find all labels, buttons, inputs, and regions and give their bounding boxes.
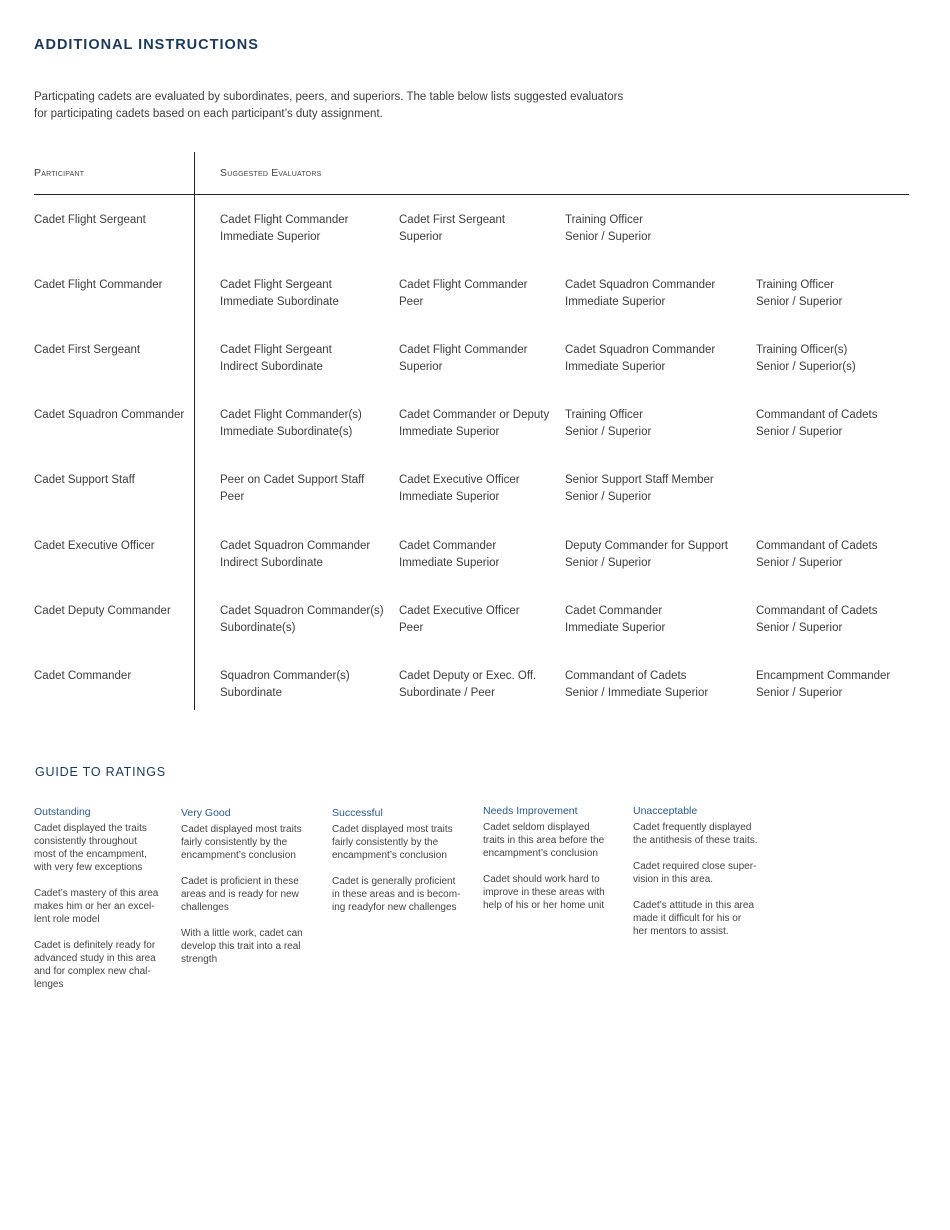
evaluator-name: Cadet Executive Officer xyxy=(399,474,520,486)
evaluator-name: Cadet Deputy or Exec. Off. xyxy=(399,670,537,682)
evaluator-role: Immediate Superior xyxy=(565,296,666,308)
rating-description-line: in these areas and is becom- xyxy=(332,889,461,900)
evaluator-role: Subordinate xyxy=(220,687,283,699)
rating-description-line: Cadet is definitely ready for xyxy=(34,940,156,951)
participant-cell: Cadet Deputy Commander xyxy=(34,605,171,617)
evaluator-role: Peer xyxy=(399,622,424,634)
evaluator-cell xyxy=(220,277,339,311)
evaluator-role: Immediate Superior xyxy=(399,557,500,569)
rating-description-line: with very few exceptions xyxy=(34,862,143,873)
participant-cell: Cadet Flight Sergeant xyxy=(34,214,146,226)
intro-line: for participating cadets based on each participant’s duty assignment. xyxy=(34,108,383,120)
evaluator-role: Subordinate / Peer xyxy=(399,687,495,699)
rating-description-line: areas and is ready for new xyxy=(181,889,299,900)
rating-name: Outstanding xyxy=(34,806,91,818)
evaluator-role: Immediate Superior xyxy=(399,491,500,503)
rating-column xyxy=(181,807,321,979)
evaluator-role: Indirect Subordinate xyxy=(220,557,323,569)
evaluator-cell xyxy=(220,342,332,376)
rating-description-line: Cadet should work hard to xyxy=(483,874,600,885)
evaluator-cell xyxy=(220,407,362,441)
rating-description-line: ing readyfor new challenges xyxy=(332,902,457,913)
rating-description-line: Cadet displayed the traits xyxy=(34,823,147,834)
evaluator-cell xyxy=(399,472,520,506)
rating-description-line: vision in this area. xyxy=(633,874,714,885)
rating-description-line: Cadet required close super- xyxy=(633,861,757,872)
rating-description-line: encampment’s conclusion xyxy=(483,848,598,859)
evaluator-cell xyxy=(565,407,651,441)
rating-column xyxy=(332,807,472,927)
evaluator-name: Cadet Flight Commander xyxy=(220,214,349,226)
evaluator-name: Cadet Flight Commander xyxy=(399,279,528,291)
rating-description-line: Cadet’s mastery of this area xyxy=(34,888,159,899)
rating-description-line: Cadet displayed most traits xyxy=(181,824,302,835)
rating-description-line: fairly consistently by the xyxy=(332,837,439,848)
rating-description xyxy=(34,939,174,991)
evaluator-cell xyxy=(756,668,890,702)
rating-description-line: makes him or her an excel- xyxy=(34,901,155,912)
evaluator-cell xyxy=(220,603,384,637)
rating-description xyxy=(181,927,321,966)
page-title: ADDITIONAL INSTRUCTIONS xyxy=(34,37,259,53)
participant-cell: Cadet First Sergeant xyxy=(34,344,141,356)
rating-description xyxy=(483,821,623,860)
evaluator-name: Cadet First Sergeant xyxy=(399,214,506,226)
evaluator-name: Cadet Squadron Commander xyxy=(220,540,371,552)
evaluator-cell xyxy=(565,342,715,376)
evaluator-name: Cadet Flight Sergeant xyxy=(220,344,332,356)
evaluator-cell xyxy=(399,407,549,441)
participant-cell: Cadet Executive Officer xyxy=(34,540,155,552)
rating-column xyxy=(633,805,773,951)
evaluator-cell xyxy=(399,603,520,637)
participant-cell: Cadet Commander xyxy=(34,670,132,682)
evaluator-role: Immediate Subordinate(s) xyxy=(220,426,353,438)
intro-line: Particpating cadets are evaluated by subordinates, peers, and superiors. The table below lists suggested evaluators xyxy=(34,91,624,103)
rating-description xyxy=(483,873,623,912)
evaluator-name: Deputy Commander for Support xyxy=(565,540,728,552)
evaluator-name: Cadet Squadron Commander xyxy=(565,279,716,291)
rating-description xyxy=(633,860,773,886)
rating-column xyxy=(34,806,174,1004)
evaluator-role: Senior / Superior(s) xyxy=(756,361,856,373)
rating-description-line: Cadet is generally proficient xyxy=(332,876,456,887)
evaluator-cell xyxy=(565,538,728,572)
rating-description-line: her mentors to assist. xyxy=(633,926,729,937)
evaluator-cell xyxy=(756,342,856,376)
evaluator-name: Cadet Flight Commander(s) xyxy=(220,409,362,421)
rating-description-line: Cadet’s attitude in this area xyxy=(633,900,755,911)
evaluator-name: Peer on Cadet Support Staff xyxy=(220,474,365,486)
evaluator-role: Peer xyxy=(220,491,245,503)
rating-description-line: Cadet is proficient in these xyxy=(181,876,299,887)
evaluator-name: Training Officer xyxy=(565,214,643,226)
evaluator-role: Senior / Superior xyxy=(565,491,652,503)
evaluator-role: Peer xyxy=(399,296,424,308)
evaluator-cell xyxy=(220,668,350,702)
evaluator-cell xyxy=(220,472,364,506)
participant-cell: Cadet Flight Commander xyxy=(34,279,163,291)
evaluator-cell xyxy=(399,212,505,246)
evaluator-cell xyxy=(565,277,715,311)
participant-cell: Cadet Squadron Commander xyxy=(34,409,185,421)
rating-description xyxy=(332,875,472,914)
evaluator-name: Cadet Executive Officer xyxy=(399,605,520,617)
evaluator-role: Senior / Superior xyxy=(565,426,652,438)
rating-description-line: develop this trait into a real xyxy=(181,941,301,952)
evaluator-role: Senior / Immediate Superior xyxy=(565,687,709,699)
evaluator-cell xyxy=(756,407,877,441)
evaluator-role: Immediate Superior xyxy=(220,231,321,243)
evaluator-cell xyxy=(756,277,842,311)
column-header-participant: Participant xyxy=(34,167,85,179)
rating-description-line: consistently throughout xyxy=(34,836,137,847)
evaluator-role: Immediate Superior xyxy=(399,426,500,438)
rating-description-line: traits in this area before the xyxy=(483,835,605,846)
evaluator-cell xyxy=(565,212,651,246)
rating-description xyxy=(633,899,773,938)
evaluator-role: Immediate Superior xyxy=(565,622,666,634)
rating-name: Needs Improvement xyxy=(483,805,578,817)
evaluator-name: Commandant of Cadets xyxy=(756,605,878,617)
rating-description-line: lent role model xyxy=(34,914,100,925)
table-header-divider xyxy=(34,194,909,195)
evaluator-role: Senior / Superior xyxy=(565,557,652,569)
evaluator-name: Training Officer xyxy=(565,409,643,421)
evaluator-role: Senior / Superior xyxy=(756,426,843,438)
rating-description-line: Cadet displayed most traits xyxy=(332,824,453,835)
rating-description xyxy=(34,887,174,926)
rating-description xyxy=(181,875,321,914)
rating-description-line: improve in these areas with xyxy=(483,887,605,898)
evaluator-name: Encampment Commander xyxy=(756,670,891,682)
rating-description-line: made it difficult for his or xyxy=(633,913,742,924)
evaluator-cell xyxy=(756,538,877,572)
evaluator-role: Senior / Superior xyxy=(756,296,843,308)
evaluator-cell xyxy=(565,603,665,637)
evaluator-cell xyxy=(220,538,370,572)
column-header-suggested-evaluators: Suggested Evaluators xyxy=(220,167,322,179)
rating-description-line: encampment’s conclusion xyxy=(332,850,447,861)
rating-description-line: With a little work, cadet can xyxy=(181,928,303,939)
evaluator-role: Immediate Superior xyxy=(565,361,666,373)
rating-description-line: strength xyxy=(181,954,218,965)
evaluator-role: Senior / Superior xyxy=(756,622,843,634)
participant-cell: Cadet Support Staff xyxy=(34,474,135,486)
table-vertical-divider xyxy=(194,152,195,710)
evaluator-role: Senior / Superior xyxy=(756,687,843,699)
evaluator-name: Cadet Flight Commander xyxy=(399,344,528,356)
evaluator-name: Training Officer(s) xyxy=(756,344,848,356)
rating-name: Unacceptable xyxy=(633,805,698,817)
evaluator-name: Cadet Commander or Deputy xyxy=(399,409,550,421)
rating-description-line: lenges xyxy=(34,979,64,990)
rating-description-line: challenges xyxy=(181,902,229,913)
rating-description-line: most of the encampment, xyxy=(34,849,147,860)
evaluator-name: Commandant of Cadets xyxy=(565,670,687,682)
rating-description-line: help of his or her home unit xyxy=(483,900,605,911)
rating-description-line: encampment’s conclusion xyxy=(181,850,296,861)
evaluator-cell xyxy=(220,212,348,246)
evaluator-name: Commandant of Cadets xyxy=(756,540,878,552)
evaluator-role: Superior xyxy=(399,361,443,373)
rating-description-line: the antithesis of these traits. xyxy=(633,835,758,846)
evaluator-name: Cadet Squadron Commander(s) xyxy=(220,605,384,617)
evaluator-cell xyxy=(756,603,877,637)
evaluator-cell xyxy=(399,668,536,702)
rating-description-line: Cadet frequently displayed xyxy=(633,822,752,833)
evaluator-role: Indirect Subordinate xyxy=(220,361,323,373)
rating-description xyxy=(633,821,773,847)
rating-name: Successful xyxy=(332,807,383,819)
evaluator-role: Senior / Superior xyxy=(756,557,843,569)
rating-description xyxy=(181,823,321,862)
evaluator-role: Senior / Superior xyxy=(565,231,652,243)
rating-description-line: fairly consistently by the xyxy=(181,837,288,848)
evaluator-cell xyxy=(399,538,499,572)
evaluator-name: Cadet Commander xyxy=(565,605,663,617)
rating-description xyxy=(332,823,472,862)
intro-paragraph xyxy=(34,89,654,123)
rating-description-line: and for complex new chal- xyxy=(34,966,151,977)
evaluator-role: Immediate Subordinate xyxy=(220,296,339,308)
evaluator-name: Cadet Commander xyxy=(399,540,497,552)
rating-name: Very Good xyxy=(181,807,231,819)
evaluator-name: Squadron Commander(s) xyxy=(220,670,350,682)
evaluator-cell xyxy=(565,668,708,702)
evaluator-cell xyxy=(399,342,527,376)
evaluator-role: Superior xyxy=(399,231,443,243)
evaluator-name: Senior Support Staff Member xyxy=(565,474,714,486)
evaluator-cell xyxy=(399,277,527,311)
guide-to-ratings-title: GUIDE TO RATINGS xyxy=(35,765,166,779)
rating-description-line: Cadet seldom displayed xyxy=(483,822,590,833)
evaluator-role: Subordinate(s) xyxy=(220,622,296,634)
rating-description xyxy=(34,822,174,874)
evaluator-cell xyxy=(565,472,714,506)
rating-description-line: advanced study in this area xyxy=(34,953,156,964)
rating-column xyxy=(483,805,623,925)
evaluator-name: Training Officer xyxy=(756,279,834,291)
evaluator-name: Commandant of Cadets xyxy=(756,409,878,421)
evaluator-name: Cadet Flight Sergeant xyxy=(220,279,332,291)
evaluator-name: Cadet Squadron Commander xyxy=(565,344,716,356)
